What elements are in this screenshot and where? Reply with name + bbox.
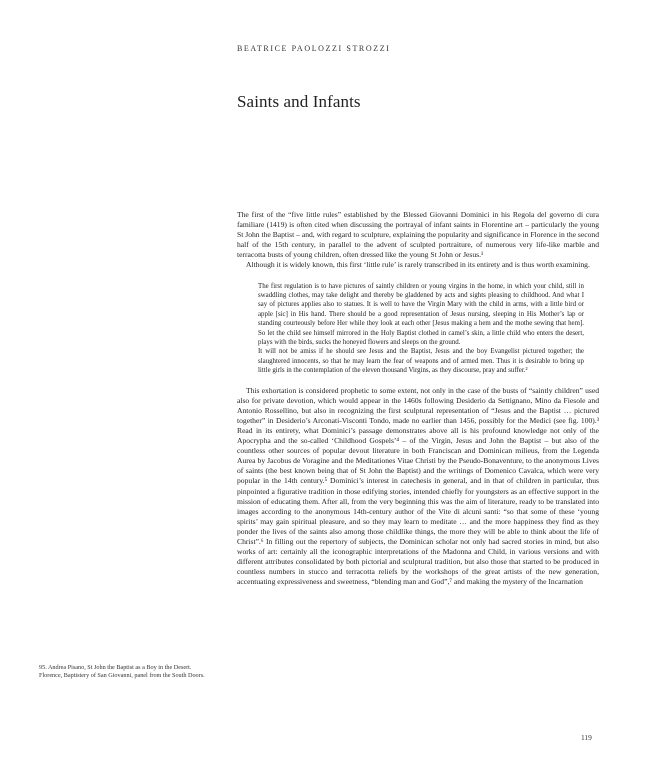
block-quote-paragraph-2: It will not be amiss if he should see Jesus and the Baptist, Jesus and the boy Evangelist pictured together; the slaughtered innocents, so that he may learn the fear of weapons and of armed men. Thus it is desirable to bring up little girls in the contemplation of the eleven thousand Virgins, as they discourse, pray and suffer.²: [258, 348, 584, 375]
figure-caption: 95. Andrea Pisano, St John the Baptist as a Boy in the Desert. Florence, Baptistery of San Giovanni, panel from the South Doors.: [39, 664, 205, 680]
page-number: 119: [581, 733, 592, 742]
body-paragraph-3: This exhortation is considered prophetic to some extent, not only in the case of the busts of “saintly children” used also for private devotion, which would appear in the 1460s following Desiderio da Settignano, Mino da Fiesole and Antonio Rossellino, but also in recognizing the first sculptural representation of “Jesus and the Baptist … pictured together” in Desiderio’s Arconati-Visconti Tondo, made no earlier than 1456, possibly for the Medici (see fig. 100).³ Read in its entirety, what Dominici’s passage demonstrates above all is his profound knowledge not only of the Apocrypha and the so-called ‘Childhood Gospels’⁴ – of the Virgin, Jesus and John the Baptist – but also of the countless other sources of popular devout literature in both Franciscan and Dominican milieus, from the Legenda Aurea by Jacobus de Voragine and the Meditationes Vitae Christi by the Pseudo-Bonaventure, to the anonymous Lives of saints (the best known being that of St John the Baptist) and the writings of Domenico Cavalca, which were very popular in the 14th century.⁵ Dominici’s interest in catechesis in general, and in that of children in particular, thus pinpointed a figurative tradition in those edifying stories, intended chiefly for youngsters as an effective support in the mission of educating them. After all, from the very beginning this was the aim of literature, ready to be translated into images according to the anonymous 14th-century author of the Vite di alcuni santi: “so that some of these ‘young spirits’ may gain spiritual pleasure, and so they may learn to meditate … and the more happiness they find as they ponder the lives of the saints also among those childlike things, the more they will be able to think about the life of Christ”.⁶ In filling out the repertory of subjects, the Dominican scholar not only had sacred stories in mind, but also works of art: certainly all the iconographic interpretations of the Madonna and Child, in various versions and with different attributes consolidated by both pictorial and sculptural tradition, but also those that started to be produced in countless numbers in stucco and terracotta reliefs by the workshops of the great artists of the new generation, accentuating expressiveness and sweetness, “blending man and God”,⁷ and making the mystery of the Incarnation: [237, 385, 599, 587]
body-text-column: [237, 210, 599, 588]
running-header-author: BEATRICE PAOLOZZI STROZZI: [237, 44, 391, 53]
chapter-title: Saints and Infants: [237, 92, 361, 111]
block-quote-paragraph-1: The first regulation is to have pictures of saintly children or young virgins in the home, in which your child, still in swaddling clothes, may take delight and thereby be gladdened by acts and sights pleasing to childhood. And what I say of pictures applies also to statues. It is well to have the Virgin Mary with the child in arms, with a little bird or apple [sic] in His hand. There should be a good representation of Jesus nursing, sleeping in His Mother’s lap or standing courteously before Her while they look at each other [Jesus making a hem and the mothe sewing that hem]. So let the child see himself mirrored in the Holy Baptist clothed in camel’s skin, a little child who enters the desert, plays with the birds, sucks the honeyed flowers and sleeps on the ground.: [258, 282, 584, 346]
body-paragraph-2: Although it is widely known, this first ‘little rule’ is rarely transcribed in its entirety and is thus worth examining.: [246, 260, 590, 270]
block-quote: [258, 282, 584, 376]
body-paragraph-1: The first of the “five little rules” established by the Blessed Giovanni Dominici in his Regola del governo di cura familiare (1419) is often cited when discussing the portrayal of infant saints in Florentine art – particularly the young St John the Baptist – and, with regard to sculpture, explaining the popularity and significance in Florence in the second half of the 15th century, in parallel to the advent of sculpted portraiture, of numerous very life-like marble and terracotta busts of young children, often dressed like the young St John or Jesus.¹: [237, 210, 599, 260]
